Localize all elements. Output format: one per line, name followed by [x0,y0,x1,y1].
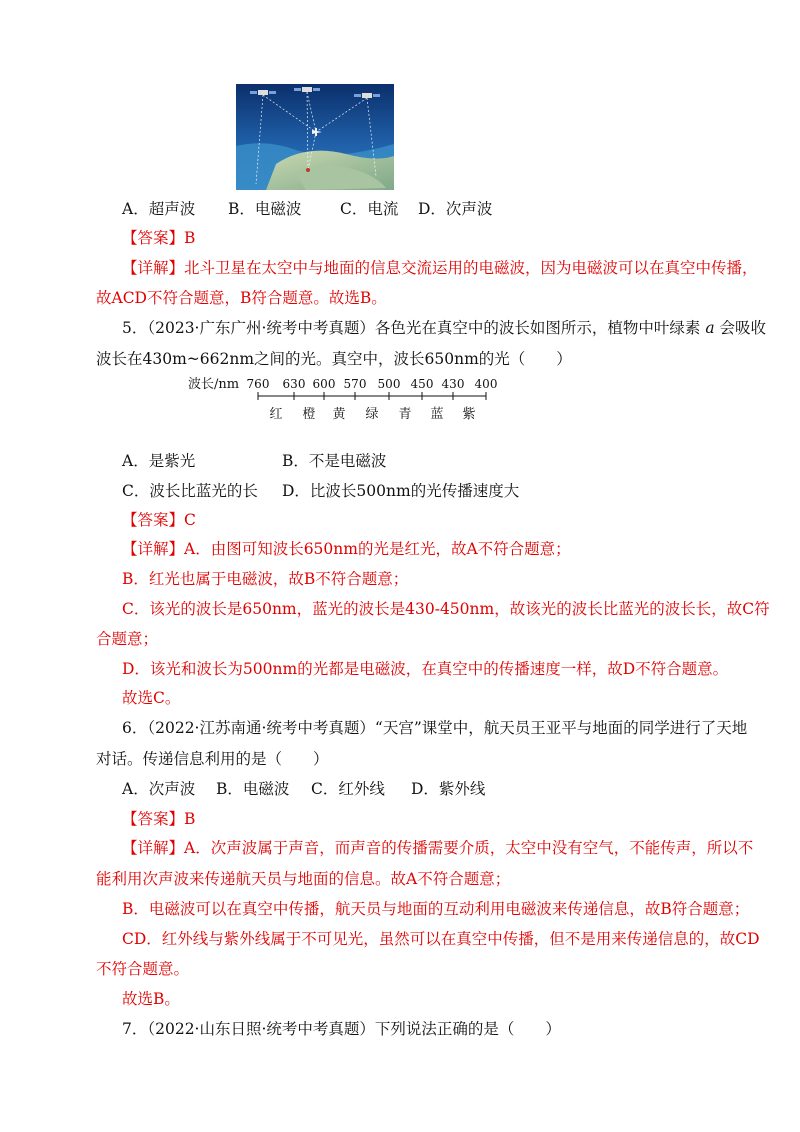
q5-option-d: D．比波长500nm的光传播速度大 [282,482,520,500]
color-labels [269,406,475,422]
q6-option-a: A．次声波 [122,780,196,798]
q5-stem-line2: 波长在430m~662nm之间的光。真空中，波长650nm的光（ ） [96,350,572,368]
tick-label: 630 [282,377,306,391]
q5-detail-line2: B．红光也属于电磁波，故B不符合题意； [122,570,409,588]
q4-option-b: B．电磁波 [228,200,302,218]
q6-stem-line2: 对话。传递信息利用的是（ ） [96,750,329,768]
q5-stem-line1 [122,318,766,338]
q4-answer: 【答案】B [122,229,196,247]
q6-detail-line1: 【详解】A．次声波属于声音，而声音的传播需要介质，太空中没有空气，不能传声，所以不 [122,839,754,857]
q6-detail-line2: 能利用次声波来传递航天员与地面的信息。故A不符合题意； [96,870,511,888]
q5-stem-text: 5．（2023·广东广州·统考中考真题）各色光在真空中的波长如图所示，植物中叶绿素 [122,319,701,337]
color-label: 黄 [332,407,346,422]
color-label: 橙 [302,407,316,422]
tick-label: 430 [441,377,465,391]
color-label: 红 [269,407,283,422]
q5-option-a: A．是紫光 [122,452,196,470]
q5-detail-line4: 合题意； [96,630,159,648]
q6-detail-line6: 故选B。 [122,990,180,1008]
tick-label: 570 [343,377,367,391]
q4-detail-line2: 故ACD不符合题意，B符合题意。故选B。 [96,289,387,307]
q5-detail-line5: D．该光和波长为500nm的光都是电磁波，在真空中的传播速度一样，故D不符合题意。 [122,660,729,678]
wavelength-figure [188,375,508,427]
q5-answer: 【答案】C [122,511,196,529]
tick-label: 600 [312,377,336,391]
color-label: 青 [398,407,412,422]
q6-option-b: B．电磁波 [216,780,290,798]
tick-label: 500 [377,377,401,391]
q6-option-d: D．紫外线 [411,780,486,798]
tick-label: 450 [410,377,434,391]
q5-option-b: B．不是电磁波 [282,452,387,470]
q6-options [122,779,485,799]
tick-labels [247,377,498,391]
q5-options-row2 [122,481,519,501]
tick-label: 400 [474,377,498,391]
q4-options [122,199,492,219]
q6-option-c: C．红外线 [311,780,385,798]
q6-stem-line1: 6．（2022·江苏南通·统考中考真题）“天宫”课堂中，航天员王亚平与地面的同学进行了天地 [122,719,748,737]
q5-option-c: C．波长比蓝光的长 [122,482,258,500]
q4-option-a: A．超声波 [122,200,196,218]
q5-detail-line1: 【详解】A．由图可知波长650nm的光是红光，故A不符合题意； [122,540,571,558]
q6-detail-line3: B．电磁波可以在真空中传播，航天员与地面的互动利用电磁波来传递信息，故B符合题意； [122,900,750,918]
q5-options-row1 [122,451,386,471]
satellite-illustration [236,84,394,190]
q5-stem-variable: a [705,319,715,337]
q5-detail-line6: 故选C。 [122,689,181,707]
q7-stem-line1: 7．（2022·山东日照·统考中考真题）下列说法正确的是（ ） [122,1020,561,1038]
color-label: 绿 [365,407,379,422]
q4-option-d: D．次声波 [418,200,493,218]
q6-detail-line4: CD．红外线与紫外线属于不可见光，虽然可以在真空中传播，但不是用来传递信息的，故CD [122,930,760,948]
q4-detail-line1: 【详解】北斗卫星在太空中与地面的信息交流运用的电磁波，因为电磁波可以在真空中传播， [122,259,758,277]
unit-label: 波长/nm [188,377,240,392]
satellite-earth-image [236,84,394,190]
wavelength-scale [188,375,508,427]
q6-detail-line5: 不符合题意。 [96,960,190,978]
q4-option-c: C．电流 [340,200,399,218]
q6-answer: 【答案】B [122,810,196,828]
q5-detail-line3: C．该光的波长是650nm，蓝光的波长是430-450nm，故该光的波长比蓝光的波长长，故C符 [122,600,770,618]
color-label: 紫 [462,407,476,422]
color-label: 蓝 [430,407,444,422]
tick-label: 760 [246,377,270,391]
q5-stem-tail: 会吸收 [719,319,767,337]
